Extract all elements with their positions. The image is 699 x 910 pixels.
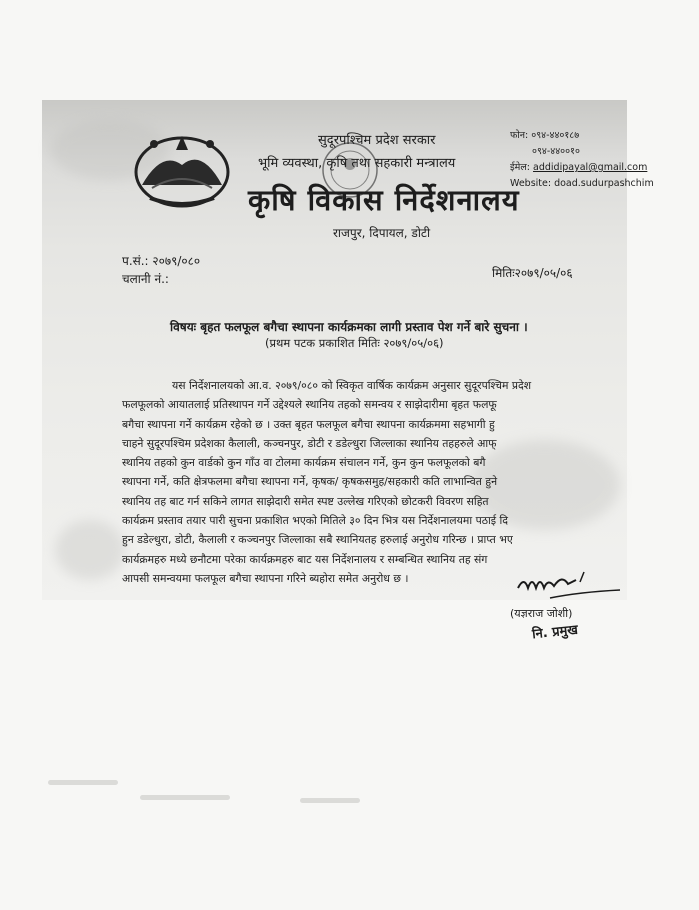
scan-artifact <box>48 780 118 785</box>
signatory-name: (यज्ञराज जोशी) <box>510 607 573 620</box>
government-name: सुदूरपश्चिम प्रदेश सरकार <box>318 133 436 148</box>
email-label: ईमेल: <box>510 162 530 173</box>
office-address: राजपुर, दिपायल, डोटी <box>333 226 431 240</box>
body-line: कार्यक्रमहरु मध्ये छनौटमा परेका कार्यक्रमहरु बाट यस निर्देशनालय र सम्बन्धित स्थानिय तह संग <box>122 552 488 566</box>
scan-artifact <box>140 795 230 800</box>
directorate-title: कृषि विकास निर्देशनालय <box>248 183 520 217</box>
scan-artifact <box>300 798 360 803</box>
handwritten-signature <box>510 568 625 608</box>
body-line: स्थानिय तह बाट गर्न सकिने लागत साझेदारी समेत स्पष्ट उल्लेख गरिएको छोटकरी विवरण सहित <box>122 494 489 508</box>
scan-smudge <box>55 520 125 580</box>
body-line: फलफूलको आयातलाई प्रतिस्थापन गर्ने उद्देश्यले स्थानिय तहको समन्वय र साझेदारीमा बृहत फलफू <box>122 398 497 412</box>
dispatch-number: चलानी नं.: <box>122 272 169 286</box>
notice-body <box>122 376 632 588</box>
nepal-emblem-logo <box>132 130 232 210</box>
body-line: आपसी समन्वयमा फलफूल बगैचा स्थापना गरिने ब्यहोरा समेत अनुरोध छ । <box>122 571 409 585</box>
body-line: स्थानिय तहको कुन वार्डको कुन गाँउ वा टोलमा कार्यक्रम संचालन गर्ने, कुन कुन फलफूलको बगै <box>122 456 486 470</box>
signatory-title: नि. प्रमुख <box>531 622 579 643</box>
body-line: कार्यक्रम प्रस्ताव तयार पारी सुचना प्रकाशित भएको मितिले ३० दिन भित्र यस निर्देशनालयमा पठाई दि <box>122 514 509 528</box>
publish-date-note: (प्रथम पटक प्रकाशित मितिः २०७९/०५/०६) <box>265 336 444 350</box>
website-text: Website: doad.sudurpashchim <box>510 178 654 189</box>
ref-number: प.सं.: २०७९/०८० <box>122 254 201 268</box>
body-line: स्थापना गर्ने, कति क्षेत्रफलमा बगैचा स्थापना गर्ने, कृषक/ कृषकसमुह/सहकारी कति लाभान्वित हुने <box>122 475 498 489</box>
body-line: हुन डडेल्धुरा, डोटी, कैलाली र कञ्चनपुर जिल्लाका सबै स्थानियतह हरुलाई अनुरोध गरिन्छ । प्राप्त भए <box>122 533 513 547</box>
reference-block <box>122 252 200 288</box>
letter-date: मितिः२०७९/०५/०६ <box>492 266 573 280</box>
body-line: यस निर्देशनालयको आ.व. २०७९/०८० को स्विकृत वार्षिक कार्यक्रम अनुसार सुदूरपश्चिम प्रदेश <box>172 379 532 392</box>
phone-2: ०९४-४४००१० <box>532 146 580 157</box>
phone-1: फोन: ०९४-४४०१८७ <box>510 130 580 141</box>
contact-block <box>510 128 654 192</box>
body-line: चाहने सुदूरपश्चिम प्रदेशका कैलाली, कञ्चनपुर, डोटी र डडेल्धुरा जिल्लाका स्थानिय तहहरुले आफ् <box>122 436 497 450</box>
ministry-name: भूमि व्यवस्था, कृषि तथा सहकारी मन्त्रालय <box>258 156 456 171</box>
subject-line: विषयः बृहत फलफूल बगैचा स्थापना कार्यक्रमका लागी प्रस्ताव पेश गर्ने बारे सुचना । <box>170 320 528 334</box>
body-line: बगैचा स्थापना गर्ने कार्यक्रम रहेको छ । उक्त बृहत फलफूल बगैचा स्थापना कार्यक्रममा सहभागी हु <box>122 417 495 431</box>
email-link[interactable]: addidipayal@gmail.com <box>533 162 648 173</box>
